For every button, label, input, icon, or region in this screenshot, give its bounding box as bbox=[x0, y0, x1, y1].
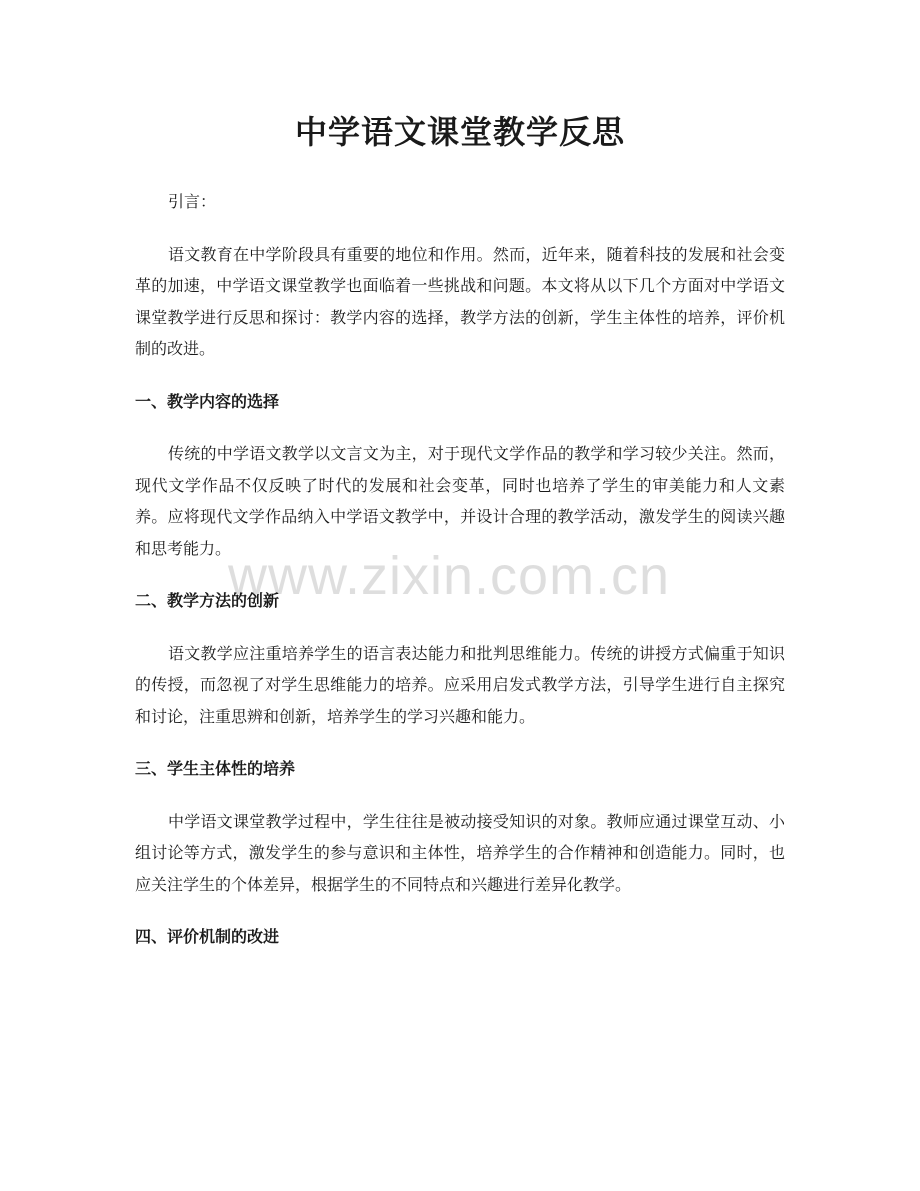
section-heading-3: 三、学生主体性的培养 bbox=[135, 759, 296, 778]
section-paragraph-2: 语文教学应注重培养学生的语言表达能力和批判思维能力。传统的讲授方式偏重于知识的传授，而忽视了对学生思维能力的培养。应采用启发式教学方法，引导学生进行自主探究和讨论，注重思辨和创新，培养学生的学习兴趣和能力。 bbox=[135, 643, 785, 726]
section-heading-1: 一、教学内容的选择 bbox=[135, 391, 280, 411]
document-body bbox=[135, 186, 785, 953]
section-heading-2: 二、教学方法的创新 bbox=[135, 591, 280, 610]
watermark: www.zixin.com.cn bbox=[228, 546, 671, 606]
section-paragraph-3: 中学语文课堂教学过程中，学生往往是被动接受知识的对象。教师应通过课堂互动、小组讨论等方式，激发学生的参与意识和主体性，培养学生的合作精神和创造能力。同时，也应关注学生的个体差异，根据学生的不同特点和兴趣进行差异化教学。 bbox=[135, 811, 785, 894]
intro-paragraph: 语文教育在中学阶段具有重要的地位和作用。然而，近年来，随着科技的发展和社会变革的加速，中学语文课堂教学也面临着一些挑战和问题。本文将从以下几个方面对中学语文课堂教学进行反思和探讨：教学内容的选择，教学方法的创新，学生主体性的培养，评价机制的改进。 bbox=[135, 244, 785, 358]
section-paragraph-1: 传统的中学语文教学以文言文为主，对于现代文学作品的教学和学习较少关注。然而，现代文学作品不仅反映了时代的发展和社会变革，同时也培养了学生的审美能力和人文素养。应将现代文学作品纳入中学语文教学中，并设计合理的教学活动，激发学生的阅读兴趣和思考能力。 bbox=[135, 444, 785, 558]
section-heading-4: 四、评价机制的改进 bbox=[135, 927, 280, 946]
document-title: 中学语文课堂教学反思 bbox=[294, 113, 625, 151]
intro-label: 引言： bbox=[168, 192, 217, 211]
